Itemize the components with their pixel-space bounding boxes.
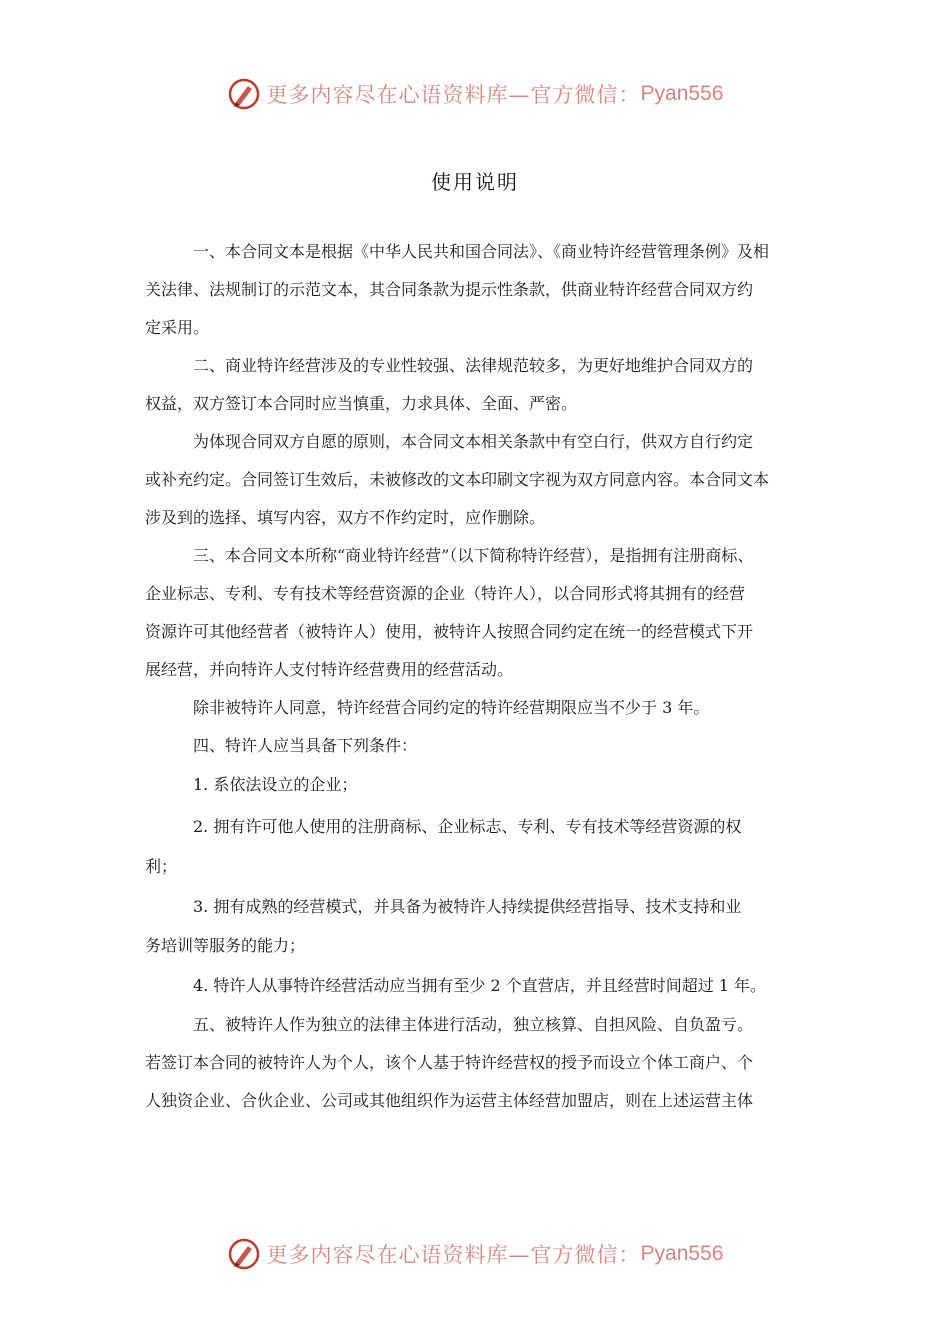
list-item: 3. 拥有成熟的经营模式，并具备为被特许人持续提供经营指导、技术支持和业 [193,897,742,916]
list-item-continuation: 务培训等服务的能力； [145,936,306,955]
list-item: 1. 系依法设立的企业； [193,775,358,794]
paragraph-line: 五、被特许人作为独立的法律主体进行活动，独立核算、自担风险、自负盈亏。 [193,1015,754,1034]
paragraph-line: 关法律、法规制订的示范文本，其合同条款为提示性条款，供商业特许经营合同双方约 [145,280,754,299]
paragraph-line: 为体现合同双方自愿的原则，本合同文本相关条款中有空白行，供双方自行约定 [193,432,754,451]
header-watermark-banner [0,74,950,114]
banner-text: 更多内容尽在心语资料库—官方微信： [266,83,641,107]
paragraph-line: 一、本合同文本是根据《中华人民共和国合同法》、《商业特许经营管理条例》及相 [193,242,770,261]
paragraph-line: 企业标志、专利、专有技术等经营资源的企业（特许人），以合同形式将其拥有的经营 [145,584,746,603]
paragraph-line: 定采用。 [145,318,210,337]
paragraph-line: 或补充约定。合同签订生效后，未被修改的文本印刷文字视为双方同意内容。本合同文本 [145,470,770,489]
paragraph-line: 四、特许人应当具备下列条件： [193,736,418,755]
paragraph-line: 人独资企业、合伙企业、公司或其他组织作为运营主体经营加盟店，则在上述运营主体 [145,1091,754,1110]
list-item: 4. 特许人从事特许经营活动应当拥有至少 2 个直营店，并且经营时间超过 1 年。 [193,976,767,995]
paragraph-line: 除非被特许人同意，特许经营合同约定的特许经营期限应当不少于 3 年。 [193,698,710,717]
pen-logo-icon [227,1237,261,1271]
list-item: 2. 拥有许可他人使用的注册商标、企业标志、专利、专有技术等经营资源的权 [193,817,742,836]
paragraph-line: 资源许可其他经营者（被特许人）使用，被特许人按照合同约定在统一的经营模式下开 [145,622,754,641]
footer-watermark-banner [0,1234,950,1274]
paragraph-line: 展经营，并向特许人支付特许经营费用的经营活动。 [145,660,514,679]
banner-text: 更多内容尽在心语资料库—官方微信： [266,1243,641,1267]
paragraph-line: 二、商业特许经营涉及的专业性较强、法律规范较多，为更好地维护合同双方的 [193,356,754,375]
list-item-continuation: 利； [145,857,178,876]
paragraph-line: 若签订本合同的被特许人为个人，该个人基于特许经营权的授予而设立个体工商户、个 [145,1053,754,1072]
banner-wechat-id: Pyan556 [640,82,724,105]
paragraph-line: 涉及到的选择、填写内容，双方不作约定时，应作删除。 [145,508,546,527]
pen-logo-icon [227,77,261,111]
paragraph-line: 三、本合同文本所称“商业特许经营”（以下简称特许经营），是指拥有注册商标、 [193,546,754,565]
paragraph-line: 权益，双方签订本合同时应当慎重，力求具体、全面、严密。 [145,394,578,413]
document-title: 使用说明 [431,170,519,194]
banner-wechat-id: Pyan556 [640,1242,724,1265]
